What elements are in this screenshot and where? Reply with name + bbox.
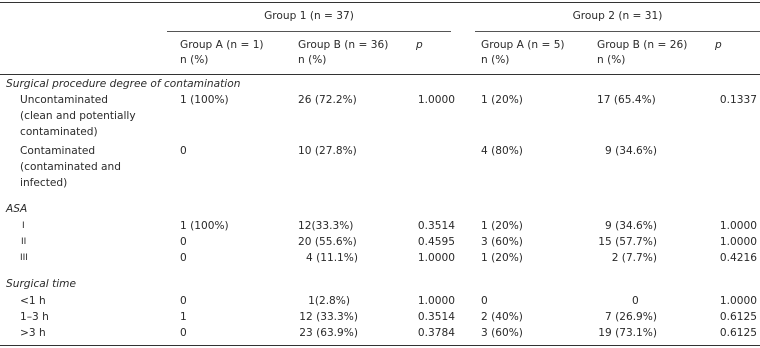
g1-group-b-header: Group B (n = 36) [298, 39, 389, 51]
g1-group-b-n-pct: n (%) [298, 54, 327, 66]
cell-g2b: 2 (7.7%) [611, 252, 657, 264]
cell-g1a: 0 [180, 327, 187, 339]
cell-g2a: 1 (20%) [481, 220, 523, 232]
g2-group-b-n-pct: n (%) [597, 54, 626, 66]
row-label-time-1-3: 1–3 h [20, 311, 49, 323]
cell-p2: 1.0000 [719, 220, 757, 232]
cell-p1: 0.3784 [417, 327, 455, 339]
cell-g1a: 0 [180, 145, 187, 157]
cell-g1b: 1(2.8%) [308, 295, 350, 307]
cell-p1: 1.0000 [417, 252, 455, 264]
row-label-time-gt3: >3 h [20, 327, 46, 339]
table-top-rule [0, 2, 760, 3]
row-label-asa-i: I [22, 221, 25, 231]
cell-g1a: 1 (100%) [180, 220, 229, 232]
cell-g2a: 2 (40%) [481, 311, 523, 323]
cell-p1: 0.4595 [417, 236, 455, 248]
cell-p2: 0.6125 [719, 311, 757, 323]
cell-p2: 1.0000 [719, 295, 757, 307]
row-label-asa-ii: II [21, 237, 27, 247]
row-label-contaminated-1: Contaminated [20, 145, 96, 157]
cell-g2b: 9 (34.6%) [604, 220, 657, 232]
cell-g1b: 4 (11.1%) [305, 252, 358, 264]
g2-group-a-header: Group A (n = 5) [481, 39, 565, 51]
g2-group-a-n-pct: n (%) [481, 54, 510, 66]
cell-g2a: 3 (60%) [481, 236, 523, 248]
cell-g1b: 10 (27.8%) [298, 145, 357, 157]
cell-g2b: 9 (34.6%) [604, 145, 657, 157]
g1-group-a-n-pct: n (%) [180, 54, 209, 66]
cell-g1a: 0 [180, 252, 187, 264]
cell-g2b: 15 (57.7%) [598, 236, 657, 248]
cell-g2a: 0 [481, 295, 488, 307]
row-label-contaminated-3: infected) [20, 177, 68, 189]
cell-g1a: 0 [180, 236, 187, 248]
row-label-asa-iii: III [20, 253, 28, 263]
cell-g2b: 19 (73.1%) [598, 327, 657, 339]
group2-underline [475, 31, 760, 32]
cell-g2a: 1 (20%) [481, 252, 523, 264]
cell-p1: 1.0000 [417, 94, 455, 106]
cell-g1b: 20 (55.6%) [298, 236, 357, 248]
cell-p2: 1.0000 [719, 236, 757, 248]
cell-p1: 0.3514 [417, 311, 455, 323]
cell-g1b: 26 (72.2%) [298, 94, 357, 106]
group1-underline [167, 31, 451, 32]
cell-p1: 1.0000 [417, 295, 455, 307]
cell-p1: 0.3514 [417, 220, 455, 232]
section-contamination: Surgical procedure degree of contamination [6, 78, 241, 90]
table-bottom-rule [0, 345, 760, 346]
group1-header: Group 1 (n = 37) [264, 10, 354, 22]
cell-g2b: 7 (26.9%) [604, 311, 657, 323]
g2-p-header: p [715, 39, 722, 51]
cell-g2a: 4 (80%) [481, 145, 523, 157]
cell-g1a: 0 [180, 295, 187, 307]
cell-g1a: 1 [180, 311, 187, 323]
row-label-uncontaminated-1: Uncontaminated [20, 94, 108, 106]
g2-group-b-header: Group B (n = 26) [597, 39, 688, 51]
cell-p2: 0.6125 [719, 327, 757, 339]
cell-p2: 0.4216 [719, 252, 757, 264]
row-label-uncontaminated-3: contaminated) [20, 126, 98, 138]
g1-group-a-header: Group A (n = 1) [180, 39, 264, 51]
g1-p-header: p [416, 39, 423, 51]
cell-g2b: 0 [632, 295, 639, 307]
cell-g2a: 3 (60%) [481, 327, 523, 339]
group2-header: Group 2 (n = 31) [572, 10, 663, 22]
cell-g2a: 1 (20%) [481, 94, 523, 106]
row-label-time-lt1: <1 h [20, 295, 46, 307]
row-label-contaminated-2: (contaminated and [20, 161, 121, 173]
header-bottom-rule [0, 74, 760, 75]
cell-g1b: 12(33.3%) [298, 220, 354, 232]
cell-g1a: 1 (100%) [180, 94, 229, 106]
cell-g1b: 23 (63.9%) [299, 327, 358, 339]
cell-g2b: 17 (65.4%) [597, 94, 656, 106]
section-asa: ASA [6, 203, 28, 215]
cell-g1b: 12 (33.3%) [299, 311, 358, 323]
cell-p2: 0.1337 [719, 94, 757, 106]
section-surgical-time: Surgical time [6, 278, 77, 290]
row-label-uncontaminated-2: (clean and potentially [20, 110, 136, 122]
